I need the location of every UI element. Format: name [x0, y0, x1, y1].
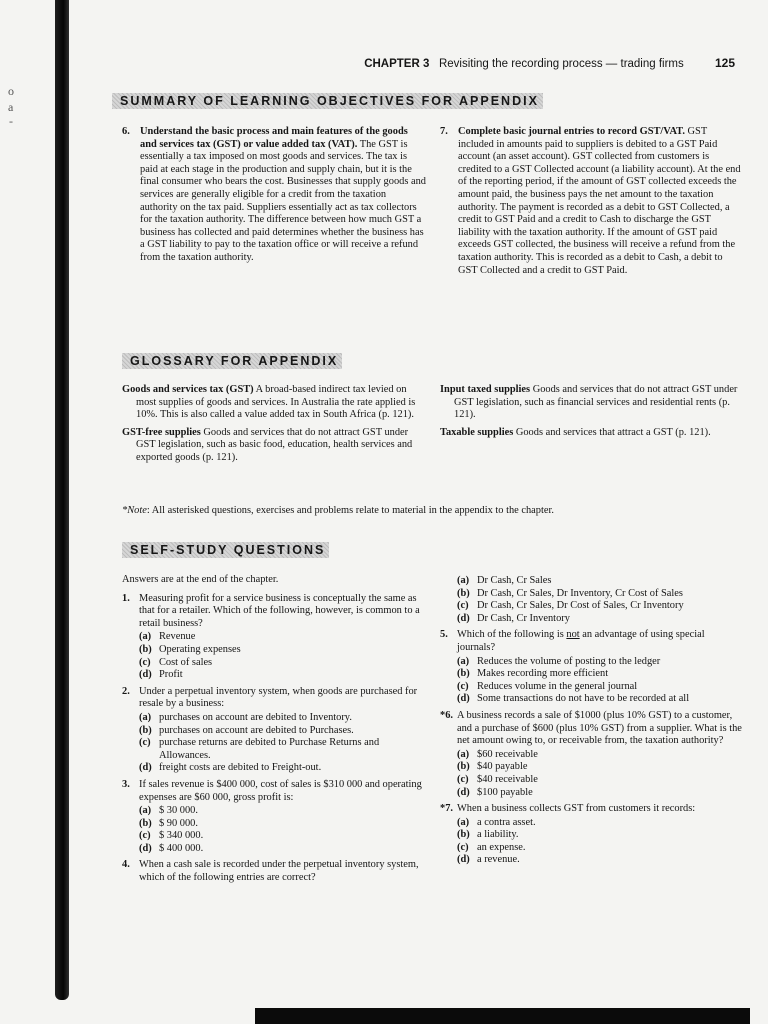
scan-bottom-shadow: [255, 1008, 750, 1024]
question: 2. Under a perpetual inventory system, when goods are purchased for resale by a business: (a) purchases on account are debited to Inventory. (b) purchases on account are debited to Purchases. (c) purchase returns are debited to Purchase Returns and Allowances. (d) freight costs are debited to Freight-out.: [122, 686, 427, 775]
chapter-label: CHAPTER 3: [364, 58, 430, 70]
question: *6. A business records a sale of $1000 (plus 10% GST) to a customer, and a purchase of $600 (plus 10% GST) from a supplier. What is the net amount owing to, or receivable from, the taxation authority? (a) $60 receivable (b) $40 payable (c) $40 receivable (d) $100 payable: [440, 710, 745, 799]
glossary-heading-text: GLOSSARY FOR APPENDIX: [122, 353, 342, 369]
summary-item: 6. Understand the basic process and main features of the goods and services tax (GST) or value added tax (VAT). The GST is essentially a tax imposed on most goods and services. The tax is paid at each stage in the production and supply chain, but it is the final consumer who bears the cost. Businesses that supply goods and services are generally eligible for a credit from the taxation authority on the tax paid. Suppliers essentially act as tax collectors for the taxation authority. The difference between how much GST a business has collected and paid determines whether the business has a GST liability to pay to the taxation office or will receive a refund from the taxation authority.: [122, 126, 426, 263]
glossary-left-column: [122, 384, 428, 470]
summary-item-title: Understand the basic process and main features of the goods and services tax (GST) or value added tax (VAT).: [140, 126, 408, 150]
answer-option: (c) Cost of sales: [139, 656, 213, 668]
summary-item-title: Complete basic journal entries to record GST/VAT.: [458, 126, 685, 137]
self-study-heading-text: SELF-STUDY QUESTIONS: [122, 542, 329, 558]
answer-option: (a) purchases on account are debited to Inventory.: [139, 711, 352, 723]
appendix-note: *Note: All asterisked questions, exercises and problems relate to material in the appendix to the chapter.: [122, 505, 554, 516]
answer-option: (b) Dr Cash, Cr Sales, Dr Inventory, Cr Cost of Sales: [457, 587, 683, 599]
answer-option: (c) $ 340 000.: [139, 830, 204, 842]
summary-right-column: [440, 126, 744, 282]
answer-option: (d) $100 payable: [457, 786, 533, 798]
answer-option: (d) Profit: [139, 669, 183, 681]
question: *7. When a business collects GST from customers it records: (a) a contra asset. (b) a liability. (c) an expense. (d) a revenue.: [440, 803, 745, 867]
chapter-title: Revisiting the recording process — trading firms: [438, 58, 684, 70]
answer-option: (b) purchases on account are debited to Purchases.: [139, 724, 354, 736]
glossary-entry: Goods and services tax (GST) A broad-based indirect tax levied on most supplies of goods and services. In Australia the rate applied is 10%. This is also called a value added tax in South Africa (p. 121).: [122, 384, 416, 421]
glossary-right-column: [440, 384, 744, 444]
question: 4. When a cash sale is recorded under the perpetual inventory system, which of the following entries are correct?: [122, 859, 419, 884]
answer-option: (a) Dr Cash, Cr Sales: [457, 575, 552, 586]
answer-option: (c) Dr Cash, Cr Sales, Dr Cost of Sales, Cr Inventory: [457, 600, 684, 612]
summary-item-body: The GST is essentially a tax imposed on most goods and services. The tax is paid at each stage in the production and supply chain, but it is the final consumer who bears the cost. Businesses that supply goods and services are generally eligible for a credit from the taxation authority on the tax paid. Suppliers essentially act as tax collectors for the taxation authority. The difference between how much GST a business has collected and paid determines whether the business has a GST liability to pay to the taxation office or will receive a refund from the taxation authority.: [140, 138, 426, 263]
answer-option: (b) Makes recording more efficient: [457, 668, 609, 680]
answers-note: Answers are at the end of the chapter.: [122, 574, 279, 585]
answer-option: (c) Reduces volume in the general journal: [457, 680, 638, 692]
answer-option: (a) a contra asset.: [457, 816, 536, 828]
question: 3. If sales revenue is $400 000, cost of sales is $310 000 and operating expenses are $60 000, gross profit is: (a) $ 30 000. (b) $ 90 000. (c) $ 340 000. (d) $ 400 000.: [122, 779, 427, 856]
answer-option: (a) $60 receivable: [457, 748, 538, 760]
answer-option: (d) Dr Cash, Cr Inventory: [457, 612, 570, 624]
answer-option: (c) purchase returns are debited to Purchase Returns and Allowances.: [139, 737, 380, 761]
edge-mark: a: [8, 100, 14, 114]
answer-option: (a) $ 30 000.: [139, 805, 198, 817]
glossary-entry: Taxable supplies Goods and services that attract a GST (p. 121).: [440, 426, 711, 438]
answer-option: (d) a revenue.: [457, 854, 520, 866]
book-spine-shadow: [55, 0, 69, 1000]
glossary-entry: Input taxed supplies Goods and services that do not attract GST under GST legislation, such as financial services and residential rents (p. 121).: [440, 384, 738, 421]
questions-left-column: [122, 574, 427, 889]
answer-option: (b) Operating expenses: [139, 643, 241, 655]
answer-option: (d) Some transactions do not have to be recorded at all: [457, 693, 690, 705]
answer-option: (c) an expense.: [457, 841, 526, 853]
answer-option: (b) $40 payable: [457, 761, 528, 773]
edge-mark: -: [9, 114, 13, 128]
answer-option: (c) $40 receivable: [457, 773, 538, 785]
answer-option: (b) a liability.: [457, 829, 519, 841]
question: 5. Which of the following is not an advantage of using special journals? (a) Reduces the volume of posting to the ledger (b) Makes recording more efficient (c) Reduces volume in the general journal (d) Some transactions do not have to be recorded at all: [440, 629, 745, 706]
running-header: [0, 56, 735, 72]
answer-option: (d) $ 400 000.: [139, 842, 204, 854]
glossary-entry: GST-free supplies Goods and services that do not attract GST under GST legislation, such as basic food, education, health services and exported goods (p. 121).: [122, 426, 413, 463]
summary-heading-text: SUMMARY OF LEARNING OBJECTIVES FOR APPENDIX: [112, 93, 543, 109]
questions-right-column: [440, 574, 745, 871]
answer-option: (a) Reduces the volume of posting to the ledger: [457, 655, 661, 667]
self-study-heading: [122, 541, 329, 559]
answer-option: (a) Revenue: [139, 631, 196, 643]
answer-option: (d) freight costs are debited to Freight-out.: [139, 762, 322, 774]
summary-item: 7. Complete basic journal entries to record GST/VAT. GST included in amounts paid to suppliers is debited to a GST Paid account (an asset account). GST collected from customers is credited to a GST Collected account (a liability account). At the end of the reporting period, if the amount of GST collected exceeds the amount paid, the business pays the net amount to the taxation authority. The payment is recorded as a debit to GST Collected, a credit to GST Paid and a credit to Cash to discharge the GST liability with the taxation authority. If the amount of GST paid exceeds GST collected, the business will receive a refund from the taxation authority. This is recorded as a debit to Cash, a debit to GST Collected and a credit to GST Paid.: [440, 126, 741, 276]
glossary-heading: [122, 352, 342, 370]
page-number: 125: [714, 56, 735, 70]
question-4-options: [440, 575, 745, 625]
edge-mark: o: [8, 84, 14, 98]
summary-left-column: [122, 126, 426, 270]
summary-item-body: GST included in amounts paid to suppliers is debited to a GST Paid account (an asset account). GST collected from customers is credited to a GST Collected account (a liability account). At the end of the reporting period, if the amount of GST collected exceeds the amount paid, the business pays the net amount to the taxation authority. The payment is recorded as a debit to GST Collected, a credit to GST Paid and a credit to Cash to discharge the GST liability with the taxation authority. If the amount of GST paid exceeds GST collected, the business will receive a refund from the taxation authority. This is recorded as a debit to Cash, a debit to GST Collected and a credit to GST Paid.: [458, 126, 741, 276]
summary-heading: [112, 92, 543, 110]
question: 1. Measuring profit for a service business is conceptually the same as that for a retailer. Which of the following, however, is common to a retail business? (a) Revenue (b) Operating expenses (c) Cost of sales (d) Profit: [122, 593, 427, 682]
answer-option: (b) $ 90 000.: [139, 817, 198, 829]
